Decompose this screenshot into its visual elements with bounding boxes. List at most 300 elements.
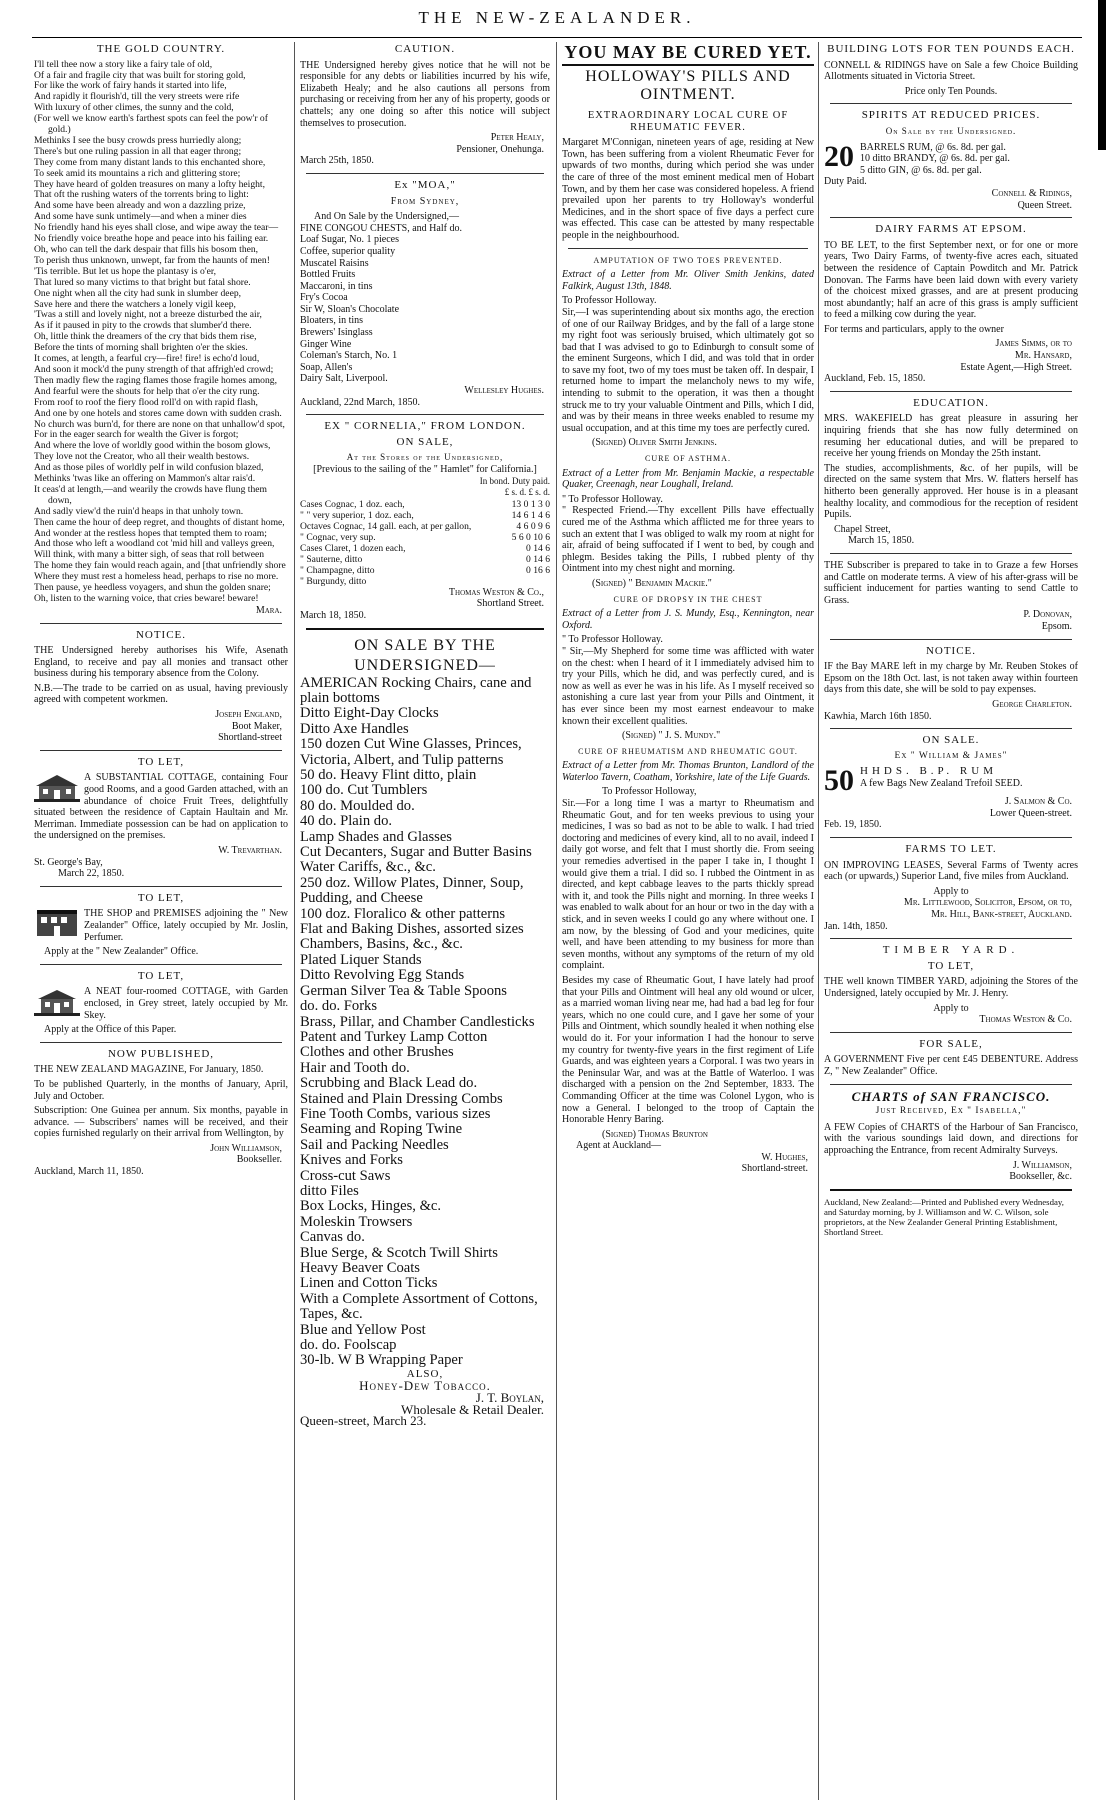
poem-line: Methinks I see the busy crowds press hurriedly along;	[34, 134, 242, 146]
agent-street: Shortland-street.	[741, 1163, 808, 1175]
dropsy-signature: (Signed) " J. S. Mundy."	[622, 730, 721, 742]
onsale-ex: Ex " William & James"	[894, 750, 1008, 761]
timber-body: THE well known TIMBER YARD, adjoining the Stores of the Undersigned, lately occupied by Mr. J. Henry.	[824, 976, 1078, 999]
cornelia-row-price: 0 14 6	[526, 553, 550, 565]
sale-item: Canvas do.	[300, 1229, 365, 1246]
poem-line: Of a fair and fragile city that was built for storing gold,	[34, 69, 246, 81]
poem-line: Where they must rest a homeless head, perhaps to rise no more.	[34, 571, 279, 583]
column-1	[34, 42, 288, 1800]
cornelia-row-label: " Champagne, ditto	[300, 564, 375, 576]
divider	[306, 414, 544, 415]
charts-title: CHARTS of SAN FRANCISCO.	[851, 1088, 1051, 1104]
moa-item: Dairy Salt, Liverpool.	[300, 373, 388, 385]
poem	[34, 60, 288, 605]
sale-item: 100 doz. Floralico & other patterns	[300, 905, 506, 922]
sale-item: 30-lb. W B Wrapping Paper	[300, 1352, 463, 1369]
farms-title: FARMS TO LET.	[905, 843, 997, 856]
sale-item: Ditto Revolving Egg Stands	[300, 967, 465, 984]
masthead-rule	[32, 37, 1082, 38]
dropsy-body: " Sir,—My Shepherd for some time was afflicted with water on the chest: when I heard of it I immediately advised him to try your Pills, which he did, and was perfectly cured, and is now as well as ever he was in his life. As I myself received so astonishing a cure last year from your Pills and Ointment, it has ever since been my most earnest endeavour to make known their excellent qualities.	[562, 645, 814, 727]
tolet-3-title: TO LET,	[137, 969, 185, 982]
cornelia-row-price: 13 0 1 3 0	[511, 498, 550, 510]
timber-apply: Apply to	[933, 1002, 969, 1014]
poem-line: With luxury of other climes, the sunny and the cold,	[34, 102, 234, 114]
tolet-3-body: A NEAT four-roomed COTTAGE, with Garden enclosed, in Grey street, lately occupied by Mr. Skey.	[84, 986, 288, 1021]
magazine-signature: John Williamson,	[210, 1142, 282, 1154]
amputation-body: Sir,—I was superintending about six months ago, the erection of one of our Railway Bridges, and by the fall of a large stone my right foot was seriously bruised, which ultimately got so bad that I was advised to go to Edinburgh to consult some of the eminent Surgeons, which I did, and was told that in order to save my foot, two of my toes must be taken off. In despair, I returned home to impart the melancholy news to my wife, intending to submit to the operation, it was then a thought struck me to try your valuable Ointment and Pills, which I did, and was by their means in three weeks enabled to resume my usual occupation, and at this time my toes are perfectly cured.	[562, 306, 814, 434]
sale-item: Seaming and Roping Twine	[300, 1121, 463, 1138]
notice-signature: Joseph England,	[215, 709, 282, 721]
moa-item: Soap, Allen's	[300, 361, 353, 373]
lots-title: BUILDING LOTS FOR TEN POUNDS EACH.	[827, 43, 1075, 55]
onsale-seed: A few Bags New Zealand Trefoil SEED.	[860, 777, 1023, 789]
sale-item: 250 doz. Willow Plates, Dinner, Soup, Pudding, and Cheese	[300, 874, 524, 907]
column-3	[562, 42, 814, 1800]
farms-date: Jan. 14th, 1850.	[824, 920, 888, 932]
sale-title: ON SALE BY THE UNDERSIGNED—	[354, 636, 496, 674]
poem-line: One night when all the city had sunk in slumber deep,	[34, 287, 242, 299]
poem-line: Then came the hour of deep regret, and thoughts of distant home,	[34, 516, 285, 528]
sale-date: Queen-street, March 23.	[300, 1413, 427, 1429]
sale-item: Scrubbing and Black Lead do.	[300, 1075, 478, 1092]
column-2	[300, 42, 550, 1800]
asthma-body: " Respected Friend.—Thy excellent Pills have effectually cured me of the Asthma which afflicted me for three years to such an extent that I was obliged to walk my room at night for air, afraid of being suffocated if I went to bed, by cough and phlegm. Besides taking the Pills, I rubbed plenty of thy Ointment into my chest night and morning.	[562, 505, 814, 575]
cornelia-row-label: Cases Cognac, 1 doz. each,	[300, 498, 405, 510]
education-body-2: The studies, accomplishments, &c. of her pupils, will be directed on the same system that Mrs. W. flatters herself has hitherto been generally approved. Her house is in a pleasant healthy locality, and commodious for the reception of resident Pupils.	[824, 462, 1078, 521]
sale-item: Knives and Forks	[300, 1152, 403, 1169]
caution-signature: Peter Healy,	[490, 132, 544, 144]
poem-line: It comes, at length, a fearful cry—fire! fire! is echo'd loud,	[34, 353, 260, 365]
agent-label: Agent at Auckland—	[576, 1140, 661, 1152]
poem-line: To seek amid its mountains a rich and glittering store;	[34, 167, 241, 179]
moa-item: Fry's Cocoa	[300, 292, 348, 304]
holloway-banner: YOU MAY BE CURED YET.	[564, 42, 812, 62]
asthma-heading: CURE OF ASTHMA.	[645, 454, 731, 464]
poem-line: That lured so many victims to that bright but fatal shore.	[34, 276, 251, 288]
holloway-title: HOLLOWAY'S PILLS AND OINTMENT.	[585, 68, 791, 103]
rheumatism-signature: (Signed) Thomas Brunton	[602, 1128, 708, 1140]
divider	[568, 248, 808, 249]
sale-item: German Silver Tea & Table Spoons	[300, 982, 507, 999]
magazine-signature-trade: Bookseller.	[236, 1154, 282, 1166]
spirits-number: 20	[824, 139, 854, 173]
sale-item: 80 do. Moulded do.	[300, 797, 415, 814]
cornelia-date: March 18, 1850.	[300, 609, 367, 621]
dropsy-extract: Extract of a Letter from J. S. Mundy, Esq., Kennington, near Oxford.	[562, 608, 814, 631]
rheumatic-cure-body: Margaret M'Connigan, nineteen years of age, residing at New Town, has been suffering from a violent Rheumatic Fever for upwards of two months, during which period she was under the care of three of the most eminent medical men of Hobart Town, and by them her case was considered hopeless. A friend prevailed upon her parents to try Holloway's wonderful Medicines, and in the short space of five days a perfect cure was effected. This case can be attested by many respectable people in the neighbourhood.	[562, 137, 814, 241]
timber-subtitle: TO LET,	[927, 959, 975, 972]
poem-line: And where the love of worldly good within the bosom glows,	[34, 440, 271, 452]
mare-notice-signature: George Charleton.	[992, 698, 1072, 710]
column-divider	[818, 42, 819, 1800]
sale-item: Lamp Shades and Glasses	[300, 828, 452, 845]
poem-line: And wonder at the restless hopes that tempted them to roam;	[34, 527, 267, 539]
sale-item: Flat and Baking Dishes, assorted sizes	[300, 921, 524, 938]
divider	[830, 217, 1072, 218]
asthma-signature: (Signed) " Benjamin Mackie."	[592, 577, 712, 589]
poem-line: For like the work of fairy hands it started into life,	[34, 80, 227, 92]
sale-item: Cut Decanters, Sugar and Butter Basins	[300, 844, 532, 861]
poem-line: There's but one ruling passion in all that eager throng;	[34, 145, 242, 157]
tolet-1-signature: W. Trevarthan.	[218, 845, 282, 856]
mare-notice-date: Kawhia, March 16th 1850.	[824, 710, 932, 722]
cornelia-price-row	[300, 499, 550, 510]
poem-line: Then madly flew the raging flames those fragile homes among,	[34, 374, 277, 386]
cornelia-title: EX " CORNELIA," FROM LONDON.	[324, 420, 526, 433]
charts-signature: J. Williamson,	[1012, 1159, 1072, 1171]
spirits-line: 10 ditto BRANDY, @ 6s. 8d. per gal.	[860, 153, 1010, 165]
divider	[830, 728, 1072, 729]
sale-item: Heavy Beaver Coats	[300, 1260, 420, 1276]
dropsy-address: " To Professor Holloway.	[562, 634, 663, 646]
sale-item: Plated Liquer Stands	[300, 951, 422, 968]
sale-item: Sail and Packing Needles	[300, 1136, 449, 1153]
poem-author: Mara.	[255, 604, 282, 616]
moa-item: Bloaters, in tins	[300, 315, 364, 327]
cottage-engraving-icon	[34, 986, 80, 1016]
charts-subtitle: Just Received, Ex " Isabella,"	[875, 1106, 1027, 1117]
graze-signature: P. Donovan,	[1023, 609, 1072, 621]
divider	[40, 1042, 282, 1043]
divider	[830, 639, 1072, 640]
rheumatic-cure-heading: EXTRAORDINARY LOCAL CURE OF RHEUMATIC FEVER.	[587, 110, 789, 133]
poem-line: And one by one hotels and stores came down with sudden crash.	[34, 407, 282, 419]
poem-line: And some have been already and won a dazzling prize,	[34, 200, 246, 212]
sale-item: Water Cariffs, &c., &c.	[300, 859, 436, 876]
sale-item: Hair and Tooth do.	[300, 1059, 410, 1076]
charts-body: A FEW Copies of CHARTS of the Harbour of San Francisco, with the various soundings laid down, and directions for approaching the Entrance, from recent Admiralty Surveys.	[824, 1121, 1078, 1156]
poem-line: No friendly hand his eyes shall close, and wipe away the tear—	[34, 222, 279, 234]
forsale-body: A GOVERNMENT Five per cent £45 DEBENTURE. Address Z, " New Zealander" Office.	[824, 1054, 1078, 1077]
divider	[306, 628, 544, 630]
farms-signature-1: Mr. Littlewood, Solicitor, Epsom, or to,	[903, 897, 1072, 909]
poem-line: And rapidly it flourish'd, till the very streets were rife	[34, 91, 240, 103]
moa-item: Bottled Fruits	[300, 269, 356, 281]
tolet-1-place: St. George's Bay,	[34, 856, 103, 868]
amputation-signature: (Signed) Oliver Smith Jenkins.	[592, 437, 717, 449]
dairy-apply: For terms and particulars, apply to the owner	[824, 323, 1004, 335]
farms-apply: Apply to	[933, 885, 969, 897]
cornelia-signature: Thomas Weston & Co.,	[448, 586, 544, 598]
sale-item: Ditto Eight-Day Clocks	[300, 705, 439, 722]
spirits-title: SPIRITS AT REDUCED PRICES.	[861, 109, 1041, 122]
sale-item: Ditto Axe Handles	[300, 720, 409, 737]
column-divider	[556, 42, 557, 1800]
cornelia-price-row	[300, 543, 550, 554]
rheumatism-address: To Professor Holloway,	[602, 786, 697, 798]
poem-line: And sadly view'd the ruin'd heaps in that unholy town.	[34, 505, 244, 517]
poem-line: It ceas'd at length,—and wearily the crowds have flung them down,	[34, 483, 267, 506]
cottage-engraving-icon	[34, 772, 80, 802]
divider	[830, 553, 1072, 554]
asthma-address: " To Professor Holloway.	[562, 493, 663, 505]
timber-signature: Thomas Weston & Co.	[979, 1014, 1072, 1026]
poem-line: Before the tints of morning shall brighten o'er the skies.	[34, 342, 248, 354]
caution-body: THE Undersigned hereby gives notice that he will not be responsible for any debts or liabilities incurred by his wife, Elizabeth Healy; and he also cautions all persons from purchasing or receiving from her any of his property, goods or chattels; any one doing so after this notice will subject themselves to prosecution.	[300, 59, 550, 129]
poem-line: For in the eager search for wealth the Giver is forgot;	[34, 429, 239, 441]
spirits-subtitle: On Sale by the Undersigned.	[885, 125, 1017, 136]
tolet-2-title: TO LET,	[137, 891, 185, 904]
moa-signature: Wellesley Hughes.	[464, 385, 544, 397]
poem-line: I'll tell thee now a story like a fairy tale of old,	[34, 58, 213, 70]
caution-title: CAUTION.	[394, 43, 456, 55]
cornelia-price-row	[300, 554, 550, 565]
poem-line: And those who left a woodland cot 'mid hill and valleys green,	[34, 538, 275, 550]
divider	[40, 750, 282, 751]
tolet-2-apply: Apply at the " New Zealander" Office.	[44, 946, 199, 958]
divider	[830, 103, 1072, 104]
rheumatism-heading: CURE OF RHEUMATISM AND RHEUMATIC GOUT.	[578, 746, 798, 756]
sale-item: AMERICAN Rocking Chairs, cane and plain bottoms	[300, 674, 532, 706]
cornelia-row-label: " Sauterne, ditto	[300, 553, 363, 565]
agent-name: W. Hughes,	[761, 1151, 808, 1163]
divider	[40, 886, 282, 887]
divider	[40, 964, 282, 965]
notice-signature-trade: Boot Maker,	[231, 720, 282, 732]
onsale-number: 50	[824, 764, 854, 798]
graze-signature-place: Epsom.	[1041, 620, 1072, 632]
onsale-signature-street: Lower Queen-street.	[989, 807, 1072, 819]
notice-body: THE Undersigned hereby authorises his Wife, Asenath England, to receive and pay all monies and transact other business during his temporary absence from the Colony.	[34, 645, 288, 680]
magazine-schedule: To be published Quarterly, in the months of January, April, July and October.	[34, 1078, 288, 1102]
sale-item: With a Complete Assortment of Cottons, Tapes, &c.	[300, 1290, 538, 1323]
poem-line: Save here and there the watchers a lonely vigil keep,	[34, 298, 236, 310]
cornelia-row-label: Cases Claret, 1 dozen each,	[300, 542, 406, 554]
notice-signature-street: Shortland-street	[218, 732, 282, 744]
masthead: THE NEW-ZEALANDER.	[418, 8, 696, 27]
poem-line: Will think, with many a bitter sigh, of seas that roll between	[34, 549, 265, 561]
spirits-signature: Connell & Ridings,	[991, 187, 1072, 199]
sale-item: do. do. Foolscap	[300, 1337, 397, 1354]
spirits-signature-street: Queen Street.	[1017, 199, 1072, 211]
cornelia-price-row	[300, 510, 550, 521]
moa-item: Maccaroni, in tins	[300, 280, 373, 292]
sale-item: Patent and Turkey Lamp Cotton	[300, 1028, 488, 1045]
cornelia-price-row	[300, 565, 550, 576]
cornelia-previous: [Previous to the sailing of the " Hamlet" for California.]	[313, 464, 537, 475]
lots-price: Price only Ten Pounds.	[904, 85, 998, 97]
moa-from: From Sydney,	[390, 195, 460, 207]
onsale-rum: HHDS. B.P. RUM	[860, 765, 997, 778]
moa-item: Ginger Wine	[300, 338, 352, 350]
moa-item: Loaf Sugar, No. 1 pieces	[300, 234, 400, 246]
poem-line: And soon it mock'd the puny strength of that affrigh'ed crowd;	[34, 363, 274, 375]
rheumatism-body-2: Besides my case of Rheumatic Gout, I have lately had proof that your Pills and Ointment will heal any old wound or ulcer, as a married woman living near me, had had a bad leg for four years, which no one could cure, and I gave her some of your Pills and Ointment, which soundly healed it when nothing else would do it. For your information I had the honour to serve my country for twenty-five years in the first regiment of Life Guards, and was eighteen years a Corporal. I was two years in the Peninsular War, and was at the Battle of Waterloo. I was discharged with a pension on the 2nd September, 1833. The Commanding Officer at the time was Colonel Lygon, who is now a General. I belonged to the troop of Captain the Honorable Henry Baring.	[562, 974, 814, 1126]
spirits-line: Duty Paid.	[824, 176, 867, 188]
amputation-address: To Professor Holloway.	[562, 295, 657, 307]
moa-item: Muscatel Raisins	[300, 257, 369, 269]
moa-title: Ex "MOA,"	[394, 178, 456, 191]
caution-date: March 25th, 1850.	[300, 155, 374, 167]
poem-title: THE GOLD COUNTRY.	[96, 43, 226, 55]
sale-item: Cross-cut Saws	[300, 1167, 391, 1184]
cornelia-row-price: 14 6 1 4 6	[511, 509, 550, 521]
moa-intro: And On Sale by the Undersigned,—	[314, 211, 459, 223]
cornelia-row-label: " Burgundy, ditto	[300, 575, 367, 587]
poem-line: That oft the rushing waters of the torrents bring to light:	[34, 189, 249, 201]
dairy-body: TO BE LET, to the first September next, or for one or more years, Two Dairy Farms, of twenty-five acres each, situated between the residence of Captain Powditch and Mr. Patrick Donovan. The Farms have been laid down with every variety of the choicest mixed grasses, and are at present producing most abundantly; half an acre of this grass is amply sufficient to feed a milking cow during the year.	[824, 239, 1078, 321]
cornelia-row-label: Octaves Cognac, 14 gall. each, at per gallon,	[300, 520, 472, 532]
lots-body: CONNELL & RIDINGS have on Sale a few Choice Building Allotments situated in Victoria Street.	[824, 59, 1078, 83]
education-title: EDUCATION.	[913, 396, 989, 409]
cornelia-price-row	[300, 521, 550, 532]
moa-item: Coleman's Starch, No. 1	[300, 350, 398, 362]
poem-line: And some have sunk untimely—and when a miner dies	[34, 211, 247, 223]
sale-signature-trade: Wholesale & Retail Dealer.	[401, 1401, 544, 1417]
dairy-signature-street: Estate Agent,—High Street.	[960, 361, 1072, 373]
spirits-line: BARRELS RUM, @ 6s. 8d. per gal.	[860, 141, 1006, 153]
tolet-2-body: THE SHOP and PREMISES adjoining the " New Zealander" Office, lately occupied by Mr. Joslin, Perfumer.	[84, 908, 288, 943]
amputation-extract: Extract of a Letter from Mr. Oliver Smith Jenkins, dated Falkirk, August 13th, 1848.	[562, 269, 814, 292]
moa-item: Sir W, Sloan's Chocolate	[300, 303, 400, 315]
sale-item: 100 do. Cut Tumblers	[300, 782, 428, 799]
sale-item: Chambers, Basins, &c., &c.	[300, 936, 463, 953]
poem-line: They come from many distant lands to this enchanted shore,	[34, 156, 266, 168]
poem-line: And fearful were the shouts for help that o'er the city rung.	[34, 385, 260, 397]
divider	[830, 1032, 1072, 1033]
divider	[830, 837, 1072, 838]
cornelia-row-price: 5 6 0 10 6	[511, 531, 550, 543]
sale-also: ALSO,	[406, 1367, 444, 1380]
poem-line: 'Twas a still and lovely night, not a breeze disturbed the air,	[34, 309, 262, 321]
sale-item: Blue and Yellow Post	[300, 1321, 426, 1338]
education-body-1: MRS. WAKEFIELD has great pleasure in assuring her inquiring friends that she has now fully determined on resuming her educational duties, and will be prepared to receive her young friends on Monday the 25th instant.	[824, 413, 1078, 460]
sale-item: Stained and Plain Dressing Combs	[300, 1090, 503, 1107]
caution-signature-title: Pensioner, Onehunga.	[456, 143, 544, 155]
moa-item: FINE CONGOU CHESTS, and Half do.	[300, 222, 462, 234]
dairy-date: Auckland, Feb. 15, 1850.	[824, 373, 926, 385]
printer-imprint: Auckland, New Zealand:—Printed and Published every Wednesday, and Saturday morning, by J. Williamson and W. C. Wilson, sole proprietors, at the New Zealander General Printing Establishment, Shortland Street.	[824, 1196, 1064, 1237]
notice-title: NOTICE.	[135, 628, 187, 641]
shop-engraving-icon	[34, 908, 80, 938]
cornelia-sale: ON SALE,	[396, 435, 454, 448]
poem-line: And as those piles of worldly pelf in wild confusion blazed,	[34, 462, 264, 474]
rheumatism-body-1: Sir.—For a long time I was a martyr to Rheumatism and Rheumatic Gout, and for ten weeks previous to using your medicines, I was so bad as not to be able to walk. I had tried doctoring and medicines of every kind, all to no avail, indeed I daily got worse, and felt that I must shortly die. From seeing your remedies advertised in the paper I take in, I thought I would give them a trial. I did so. I rubbed the Ointment in as directed, and kept cabbage leaves to the parts thickly spread with it, and took the Pills night and morning. In three weeks I was enabled to walk about for an hour or two in the day with a stick, and in seven weeks I could go any where without one. I am now, by the blessing of God and your medicines, quite well, and have been attending to my business for more than seven months, without any symptoms of the return of my old complaint.	[562, 798, 814, 972]
moa-item-list	[300, 223, 550, 385]
divider	[830, 1189, 1072, 1191]
sale-item: Box Locks, Hinges, &c.	[300, 1198, 442, 1215]
sale-item: 150 dozen Cut Wine Glasses, Princes, Victoria, Albert, and Tulip patterns	[300, 736, 522, 768]
poem-line: The home they fain would reach again, and [that unfriendly shore	[34, 560, 286, 572]
poem-line: They have heard of golden treasures on many a lofty height,	[34, 178, 265, 190]
column-4	[824, 42, 1078, 1800]
poem-line: They love not the Creator, who all their wealth bestows.	[34, 451, 250, 463]
cornelia-units: £ s. d. £ s. d.	[504, 487, 550, 498]
tolet-3-apply: Apply at the Office of this Paper.	[44, 1024, 177, 1036]
poem-line: As if it paused in pity to the crowds that slumber'd there.	[34, 320, 252, 332]
asthma-extract: Extract of a Letter from Mr. Benjamin Mackie, a respectable Quaker, Creenagh, near Loughall, Ireland.	[562, 467, 814, 491]
mare-notice-title: NOTICE.	[925, 644, 977, 657]
dairy-signature-agent: Mr. Hansard,	[1014, 350, 1072, 362]
sale-item: do. do. Forks	[300, 998, 378, 1015]
cornelia-price-table	[300, 499, 550, 587]
divider	[830, 938, 1072, 939]
poem-line: No friendly voice breathe hope and peace into his failing ear.	[34, 233, 269, 245]
charts-signature-trade: Bookseller, &c.	[1009, 1171, 1072, 1183]
sale-signature: J. T. Boylan,	[475, 1390, 544, 1406]
dropsy-heading: CURE OF DROPSY IN THE CHEST	[613, 594, 763, 604]
cornelia-row-price: 4 6 0 9 6	[516, 520, 550, 532]
cornelia-row-label: " Cognac, very sup.	[300, 531, 376, 543]
sale-tobacco: Honey-Dew Tobacco.	[359, 1378, 491, 1394]
tolet-1-date: March 22, 1850.	[58, 868, 125, 880]
divider	[562, 64, 814, 66]
onsale-date: Feb. 19, 1850.	[824, 819, 882, 831]
cornelia-at: At the Stores of the Undersigned,	[346, 452, 504, 463]
notice-nb: N.B.—The trade to be carried on as usual, having previously agreed with competent workmen.	[34, 682, 288, 706]
cornelia-columns: In bond. Duty paid.	[479, 475, 550, 486]
poem-line: Then pause, ye heedless voyagers, and shun the golden snare;	[34, 582, 271, 594]
magazine-title: NOW PUBLISHED,	[107, 1047, 215, 1060]
cornelia-row-label: " " very superior, 1 doz. each,	[300, 509, 414, 521]
mare-notice-body: IF the Bay MARE left in my charge by Mr. Reuben Stokes of Epsom on the 18th Oct. last, is not taken away within fourteen days from this date, she will be sold to pay expenses.	[824, 661, 1078, 696]
sale-item: 50 do. Heavy Flint ditto, plain	[300, 767, 477, 783]
farms-body: ON IMPROVING LEASES, Several Farms of Twenty acres each (or upwards,) Superior Land, five miles from Auckland.	[824, 859, 1078, 883]
sale-item: Linen and Cotton Ticks	[300, 1275, 438, 1292]
moa-item: Brewers' Isinglass	[300, 327, 373, 339]
divider	[830, 1084, 1072, 1085]
page-edge-bar	[1098, 0, 1106, 150]
sale-item: Fine Tooth Combs, various sizes	[300, 1105, 491, 1122]
magazine-subscription: Subscription: One Guinea per annum. Six months, payable in advance. — Subscribers' names will be received, and their copies furnished regularly on their arrival from Wellington, by	[34, 1105, 288, 1140]
column-divider	[294, 42, 295, 1800]
spirits-line: 5 ditto GIN, @ 6s. 8d. per gal.	[860, 164, 982, 176]
tolet-1-body: A SUBSTANTIAL COTTAGE, containing Four good Rooms, and a good Garden attached, with an abundance of choice Fruit Trees, delightfully situated between the residence of Captain Haultain and Mr. Merriman. Immediate possession can be had on application to the undersigned on the premises.	[34, 772, 288, 842]
education-date: March 15, 1850.	[848, 535, 915, 547]
education-place: Chapel Street,	[834, 523, 891, 535]
cornelia-price-row	[300, 532, 550, 543]
poem-line: Oh, little think the dreamers of the cry that bids them rise,	[34, 331, 257, 343]
divider	[40, 623, 282, 624]
sale-item: 40 do. Plain do.	[300, 813, 393, 830]
forsale-title: FOR SALE,	[919, 1037, 983, 1050]
sale-item: Moleskin Trowsers	[300, 1213, 413, 1230]
cornelia-row-price: 0 16 6	[526, 564, 550, 576]
magazine-date: Auckland, March 11, 1850.	[34, 1166, 144, 1178]
poem-line: Methinks 'twas like an offering on Mammon's altar rais'd.	[34, 473, 256, 485]
spirits-list	[824, 139, 1078, 188]
poem-line: To perish thus unknown, unwept, far from the haunts of men!	[34, 254, 270, 266]
amputation-heading: AMPUTATION OF TWO TOES PREVENTED.	[593, 255, 783, 265]
poem-line: 'Tis terrible. But let us hope the plantasy is o'er,	[34, 265, 217, 277]
sale-item: Clothes and other Brushes	[300, 1044, 454, 1061]
poem-line: From roof to roof the fiery flood roll'd on with rapid flash,	[34, 396, 258, 408]
cornelia-price-row	[300, 576, 550, 587]
sale-item: Brass, Pillar, and Chamber Candlesticks	[300, 1013, 535, 1030]
cornelia-row-price: 0 14 6	[526, 542, 550, 554]
timber-title: TIMBER YARD.	[882, 944, 1020, 957]
poem-line: Oh, listen to the warning voice, that cries beware! beware!	[34, 593, 259, 604]
onsale-signature: J. Salmon & Co.	[1004, 796, 1072, 808]
moa-item: Coffee, superior quality	[300, 245, 396, 257]
sale-item: Blue Serge, & Scotch Twill Shirts	[300, 1244, 498, 1261]
poem-line: Oh, who can tell the dark despair that fills his bosom then,	[34, 244, 259, 255]
tolet-1-title: TO LET,	[137, 755, 185, 768]
cornelia-signature-street: Shortland Street.	[476, 598, 544, 610]
dairy-signature: James Simms, or to	[995, 338, 1072, 350]
sale-item-list	[300, 676, 550, 1369]
graze-body: THE Subscriber is prepared to take in to Graze a few Horses and Cattle on moderate terms. A view of his after-grass will be sufficient inducement for parties wanting to send Cattle to Grass.	[824, 559, 1078, 606]
magazine-name: THE NEW ZEALAND MAGAZINE, For January, 1850.	[34, 1064, 264, 1076]
onsale-title: ON SALE.	[922, 734, 980, 747]
moa-date: Auckland, 22nd March, 1850.	[300, 396, 420, 408]
farms-signature-2: Mr. Hill, Bank-street, Auckland.	[931, 909, 1072, 921]
poem-line: No church was burn'd, for there are none on that unhallow'd spot,	[34, 418, 285, 430]
rheumatism-extract: Extract of a Letter from Mr. Thomas Brunton, Landlord of the Waterloo Tavern, Coatham, Yorkshire, late of the Life Guards.	[562, 760, 814, 783]
dairy-title: DAIRY FARMS AT EPSOM.	[875, 223, 1027, 236]
divider	[306, 173, 544, 174]
poem-line: (For well we know earth's farthest spots can feel the pow'r of gold.)	[34, 113, 268, 136]
